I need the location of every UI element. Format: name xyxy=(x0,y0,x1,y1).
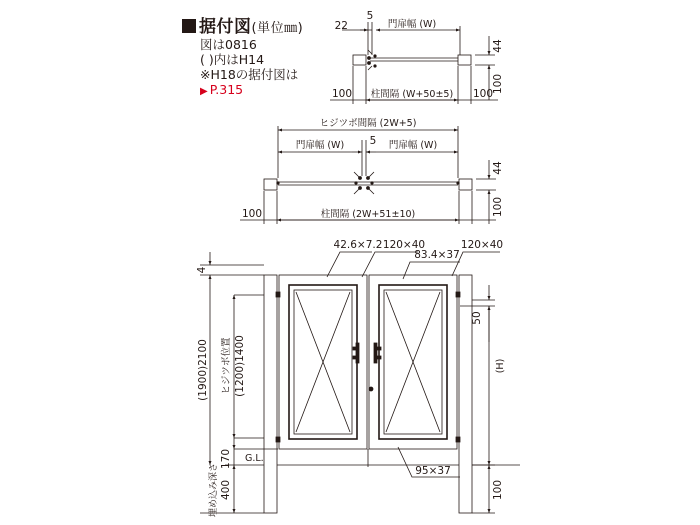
plan2-depth-100: 100 xyxy=(492,196,504,218)
elev-bottom-100: 100 xyxy=(492,479,504,501)
plan1-depth-44: 44 xyxy=(492,39,504,53)
elev-embed-depth: 400 xyxy=(220,479,232,501)
elev-top-4: 4 xyxy=(196,266,208,274)
plan2-depth-44: 44 xyxy=(492,161,504,175)
hinge-bottom-right-icon xyxy=(456,437,460,442)
elev-hinge-height: (1200)1400 xyxy=(234,335,246,397)
handle-right-icon xyxy=(374,343,377,363)
elevation-drawing xyxy=(200,252,520,513)
note-h18: ※H18の据付図は xyxy=(200,67,299,82)
plan1-post-left xyxy=(353,55,366,65)
elev-clearance-170: 170 xyxy=(220,448,232,470)
plan1-post-left-width: 100 xyxy=(331,88,352,100)
elev-hinge-position-label: ヒジツボ位置 xyxy=(221,337,232,395)
plan1-post-right xyxy=(458,55,471,65)
lock-icon xyxy=(369,387,373,391)
note-model: 図は0816 xyxy=(200,37,257,52)
elev-post-left xyxy=(264,275,277,513)
elev-bottom-rail-dim: 95×37 xyxy=(415,465,451,477)
elev-dim-50: 50 xyxy=(471,311,483,325)
elev-post-right xyxy=(459,275,472,513)
elev-stile-dim: 83.4×37 xyxy=(414,249,460,261)
elev-post-dim-right: 120×40 xyxy=(460,239,504,251)
plan1-depth-100: 100 xyxy=(492,73,504,95)
page-ref-text: P.315 xyxy=(209,82,244,97)
elev-post-dim-left: 120×40 xyxy=(382,239,426,251)
plan1-post-right-width: 100 xyxy=(473,88,494,100)
plan1-door-width: 門扉幅 (W) xyxy=(387,19,437,30)
plan1-gap-22: 22 xyxy=(334,20,348,32)
elev-embed-label: 埋め込み深さ xyxy=(209,462,219,518)
title-text: 据付図 xyxy=(199,17,252,37)
plan2-center-gap: 5 xyxy=(369,135,377,147)
plan2-door-width-right: 門扉幅 (W) xyxy=(388,140,438,151)
elev-height-h: (H) xyxy=(495,358,506,374)
red-triangle-icon: ▶ xyxy=(200,86,208,97)
elev-frame-dim: 42.6×7.2 xyxy=(333,239,383,251)
plan2-hinge-spacing: ヒジツボ間隔 (2W+5) xyxy=(319,118,417,129)
hinge-bottom-left-icon xyxy=(276,437,280,442)
note-height: ( )内はH14 xyxy=(200,52,265,67)
plan2-post-spacing: 柱間隔 (2W+51±10) xyxy=(320,209,416,220)
hinge-top-right-icon xyxy=(456,292,460,297)
title-unit: (単位㎜) xyxy=(251,21,304,36)
plan1-post-spacing: 柱間隔 (W+50±5) xyxy=(370,89,454,100)
plan1-gap-5: 5 xyxy=(366,10,374,22)
handle-left-icon xyxy=(356,343,359,363)
plan2-post-right xyxy=(459,179,472,190)
plan2-door-width-left: 門扉幅 (W) xyxy=(295,140,345,151)
plan-double-labels xyxy=(242,118,504,220)
plan2-post-left xyxy=(264,179,277,190)
hinge-top-left-icon xyxy=(276,292,280,297)
elev-overall-height: (1900)2100 xyxy=(197,339,209,401)
elev-ground-line-label: G.L. xyxy=(245,453,264,464)
plan2-post-left-width: 100 xyxy=(241,208,262,220)
